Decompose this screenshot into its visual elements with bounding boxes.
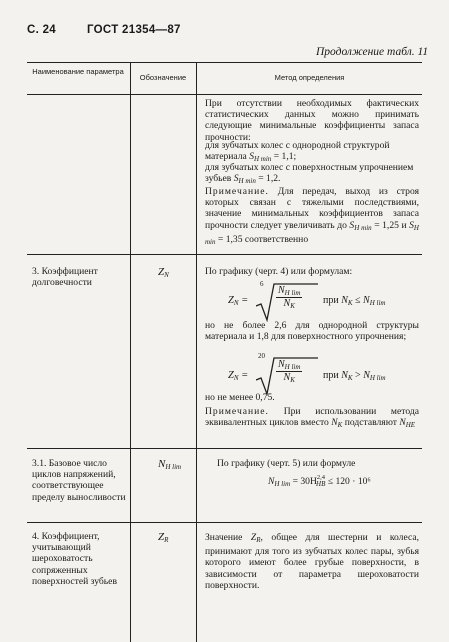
col-header-param: Наименование параметра (32, 67, 124, 76)
block1-para3-text: для зубчатых колес с поверхностным упрочнением зубьев (205, 162, 414, 185)
note-label: Примечание. (205, 186, 269, 197)
row4-symbol: $Z_R$ (158, 531, 169, 544)
table-top-border (27, 62, 422, 63)
root-index-1: 6 (260, 280, 264, 288)
row4-param: 4. Коэффициент, учитывающий шероховатость сопряженных поверхностей зубьев (32, 531, 117, 587)
row3-note: Примечание. При использовании метода эквивалентных циклов вместо $N_K$ подставляют $N_{HE}$ (205, 406, 419, 430)
table-continuation: Продолжение табл. 11 (316, 46, 429, 58)
root-index-2: 20 (258, 352, 265, 360)
block1-note-text: Для передач, выход из строя которых связан с тяжелыми последствиями, значение минимальных коэффициентов запаса прочности следует увеличивать до (205, 186, 419, 231)
page-number: С. 24 (27, 24, 56, 36)
column-divider-1 (130, 62, 131, 642)
row-divider (27, 522, 422, 523)
row3-text-after1: но не более 2,6 для однородной структуры материала и 1,8 для поверхностного упрочнения; (205, 320, 419, 343)
row31-symbol: $N_{H lim}$ (158, 458, 182, 471)
row-divider (27, 254, 422, 255)
header-bottom-border (27, 94, 422, 95)
block1-note-and: и (401, 219, 407, 231)
row-divider (27, 448, 422, 449)
fraction-2: $\frac{N_{H lim}}{N_K}$ (278, 359, 301, 384)
formula-zn-1: $Z_N$ = 6 $\frac{N_{H lim}}{N_K}$ при $N_K \le N_{H lim}$ (228, 280, 418, 324)
col-header-symbol: Обозначение (139, 73, 187, 82)
block1-note (205, 186, 419, 248)
symbol-s-hmin: $S_{H min}$ (249, 151, 272, 164)
row3-note-tail: подставляют (344, 417, 397, 429)
row3-note-text: При использовании метода эквивалентных циклов вместо (205, 406, 419, 429)
row4-text: Значение $Z_R$, общее для шестерни и колеса, принимают для того из зубчатых колес пары, зубья которого имеют более грубые поверхности, в зависимости от параметра шероховатости поверхности. (205, 532, 419, 591)
block1-note-value2: = 1,35 соответственно (217, 233, 309, 245)
block1-para3-value: = 1,2. (258, 173, 281, 185)
block1-para2-value: = 1,1; (273, 151, 297, 163)
row31-param: 3.1. Базовое число циклов напряжений, соответствующее пределу выносливости (32, 458, 126, 503)
col-header-method: Метод определения (274, 73, 345, 82)
symbol-s-hmin: $S_{H min}$ (205, 219, 419, 246)
row3-intro: По графику (черт. 4) или формулам: (205, 266, 353, 277)
symbol-s-hmin: $S_{H min}$ (349, 219, 372, 232)
row31-formula: $N_{H lim} = 30H^{2,4}_{HB} \le 120 \cdot 10^6$ (268, 474, 371, 488)
row3-text-after2: но не менее 0,75. (205, 392, 275, 403)
row31-intro: По графику (черт. 5) или формуле (217, 458, 356, 469)
note-label: Примечание. (205, 406, 269, 417)
formula-zn-2: $Z_N$ = 20 $\frac{N_{H lim}}{N_K}$ при $N_K > N_{H lim}$ (228, 352, 418, 396)
fraction-1: $\frac{N_{H lim}}{N_K}$ (278, 285, 301, 310)
symbol-s-hmin: $S_{H min}$ (233, 173, 256, 186)
block1-note-value1: = 1,25 (374, 219, 399, 231)
row3-param: 3. Коэффициент долговечности (32, 266, 98, 289)
block1-para3 (205, 162, 419, 187)
row3-symbol: $Z_N$ (158, 266, 169, 279)
block1-para1: При отсутствии необходимых фактических статистических данных можно принимать следующие минимальные коэффициенты запаса прочности: (205, 98, 419, 143)
block1-para2-text: для зубчатых колес с однородной структурой материала (205, 140, 390, 163)
column-divider-2 (196, 62, 197, 642)
standard-code: ГОСТ 21354—87 (87, 24, 181, 36)
